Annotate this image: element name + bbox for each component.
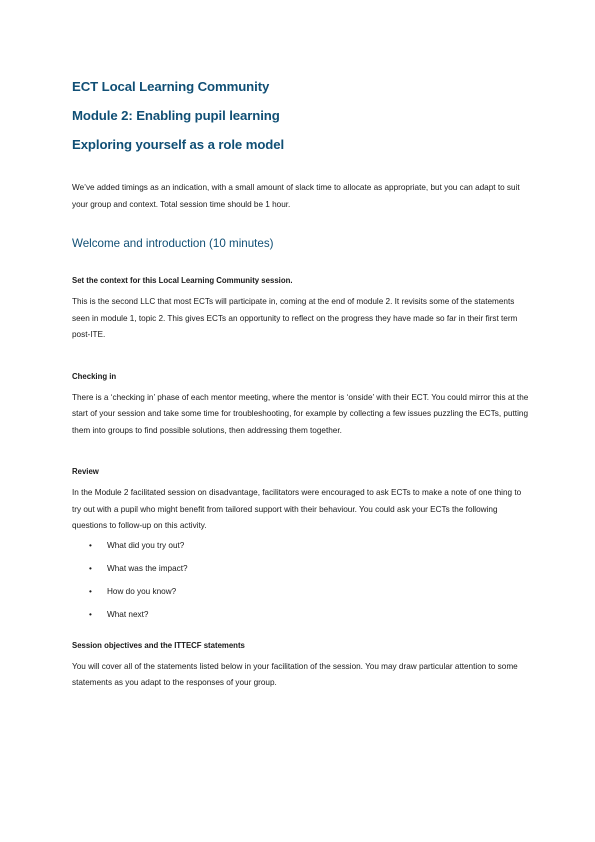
list-item (72, 586, 532, 598)
list-item (72, 609, 532, 621)
welcome-heading: Welcome and introduction (10 minutes) (72, 237, 274, 250)
bullet-icon: • (89, 586, 92, 596)
objectives-body: You will cover all of the statements listed below in your facilitation of the session. You may draw particular attention to some statements as you adapt to the responses of your group. (72, 661, 518, 687)
title-topic: Exploring yourself as a role model (72, 137, 285, 152)
review-heading: Review (72, 467, 99, 476)
objectives-section (72, 640, 532, 692)
checking-in-section (72, 371, 532, 440)
context-heading: Set the context for this Local Learning Community session. (72, 276, 293, 285)
context-body: This is the second LLC that most ECTs will participate in, coming at the end of module 2. It revisits some of the statements seen in module 1, topic 2. This gives ECTs an opportunity to reflect on the progress they have made so far in their first term post-ITE. (72, 297, 518, 339)
review-body: In the Module 2 facilitated session on disadvantage, facilitators were encouraged to ask ECTs to make a note of one thing to try out with a pupil who might benefit from tailored support with their behaviour. You could ask your ECTs the following questions to follow-up on this activity. (72, 488, 522, 530)
bullet-icon: • (89, 563, 92, 573)
title-llc: ECT Local Learning Community (72, 79, 270, 94)
intro-paragraph: We’ve added timings as an indication, with a small amount of slack time to allocate as appropriate, but you can adapt to suit your group and context. Total session time should be 1 hour. (72, 183, 520, 209)
review-section (72, 466, 532, 621)
checking-in-body: There is a ‘checking in’ phase of each mentor meeting, where the mentor is ‘onside’ with their ECT. You could mirror this at the start of your session and take some time for troubleshooting, for example by collecting a few issues puzzling the ECTs, putting them into groups to find possible solutions, then addressing them together. (72, 392, 529, 435)
document-page (72, 78, 532, 692)
review-question-list (72, 540, 532, 621)
bullet-icon: • (89, 609, 92, 619)
list-item-text: How do you know? (107, 586, 177, 596)
title-module: Module 2: Enabling pupil learning (72, 108, 280, 123)
list-item-text: What was the impact? (107, 563, 188, 573)
context-section (72, 275, 532, 344)
list-item (72, 540, 532, 552)
checking-in-heading: Checking in (72, 371, 117, 381)
list-item (72, 563, 532, 575)
bullet-icon: • (89, 540, 92, 550)
list-item-text: What next? (107, 609, 149, 619)
objectives-heading: Session objectives and the ITTECF statements (72, 640, 245, 650)
list-item-text: What did you try out? (107, 540, 185, 550)
